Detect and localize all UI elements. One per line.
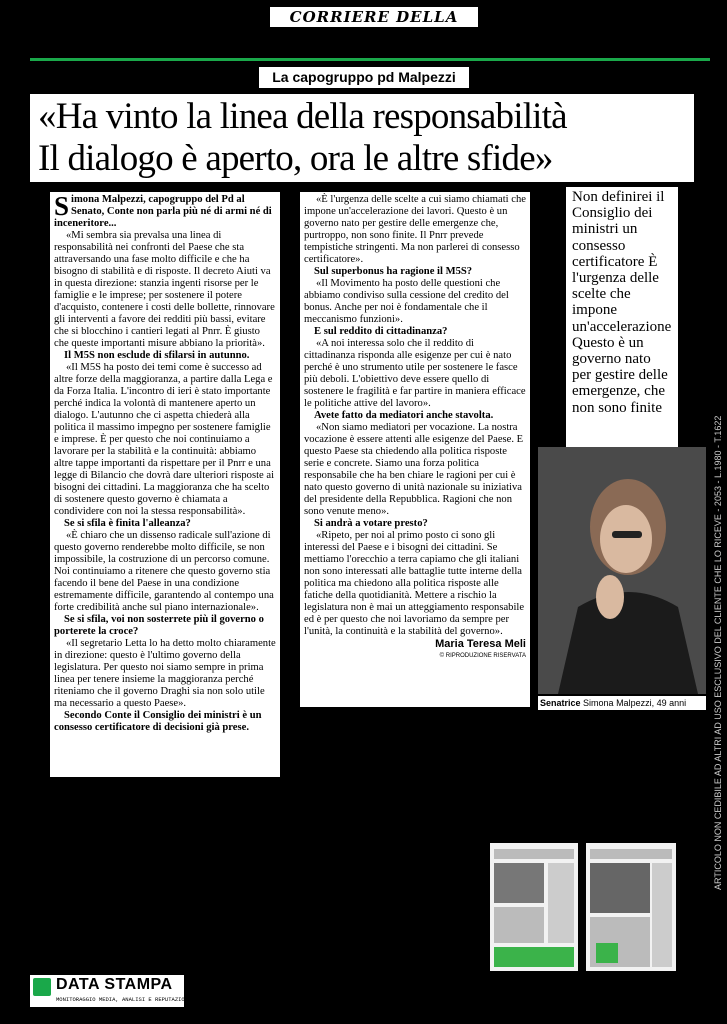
divider-rule <box>30 58 710 61</box>
question: Si andrà a votare presto? <box>314 518 428 529</box>
question: E sul reddito di cittadinanza? <box>314 326 448 337</box>
thumbnail-1-illustration <box>490 843 578 971</box>
question: Se si sfila è finita l'alleanza? <box>64 518 191 529</box>
column-1 <box>50 192 280 777</box>
data-stampa-logo <box>30 975 192 1007</box>
page-thumbnail-1 <box>490 843 578 971</box>
masthead: CORRIERE DELLA SERA <box>270 7 478 27</box>
column-2 <box>300 192 530 707</box>
photo-caption <box>538 696 706 710</box>
paragraph: «Il Movimento ha posto delle questioni che abbiamo condiviso sulla cessione del credito del bonus. Anche per noi è fondamentale che il meccanismo funzioni». <box>304 278 509 325</box>
kicker: La capogruppo pd Malpezzi <box>258 66 470 89</box>
question: Il M5S non esclude di sfilarsi in autunno. <box>64 350 250 361</box>
headline <box>30 94 694 182</box>
logo-name: DATA STAMPA <box>56 976 173 993</box>
headline-line-1: «Ha vinto la linea della responsabilità <box>38 96 567 137</box>
question: Sul superbonus ha ragione il M5S? <box>314 266 473 277</box>
question: Avete fatto da mediatori anche stavolta. <box>314 410 494 421</box>
thumbnail-2-illustration <box>586 843 676 971</box>
question: Se si sfila, voi non sosterrete più il governo o porterete la croce? <box>54 614 264 637</box>
paragraph: «È l'urgenza delle scelte a cui siamo chiamati che impone un'accelerazione dei lavori. Questo è un governo nato per gestire delle emergenze che, purtroppo, non sono finite. Il Pnrr prevede tempistiche stringenti. Ma non parlerei di consesso certificatore». <box>304 194 526 265</box>
logo-mark-icon <box>33 978 51 996</box>
paragraph: «Ripeto, per noi al primo posto ci sono gli interessi del Paese e i bisogni dei cittadini. Se mettiamo l'orecchio a terra capiamo che gli italiani non sono interessati alle battaglie tutte interne della politica ma chiedono alla politica risposte alle fatiche della quotidianità. Mettere a rischio la legislatura non è mai un atteggiamento responsabile ed è per questo che noi lavoriamo da sempre per l'unità, la continuità e la stabilità del governo». <box>304 530 525 637</box>
caption-name: Simona Malpezzi, 49 anni <box>583 698 687 708</box>
headline-line-2: Il dialogo è aperto, ora le altre sfide» <box>38 138 553 179</box>
paragraph: «È chiaro che un dissenso radicale sull'azione di questo governo renderebbe molto difficile, se non impossibile, la costruzione di un percorso comune. Noi continuiamo a ritenere che questo governo stia facendo il bene del Paese in una condizione estremamente difficile, garantendo al contempo una forte credibilità anche sul piano internazionale». <box>54 530 274 613</box>
rights-notice: ARTICOLO NON CEDIBILE AD ALTRI AD USO ESCLUSIVO DEL CLIENTE CHE LO RICEVE - 2053 - L.1980 - T.1622 <box>713 415 723 890</box>
paragraph: «Non siamo mediatori per vocazione. La nostra vocazione è essere attenti alle esigenze del Paese. E questo Paese sta chiedendo alla politica risposte serie e concrete. Siamo una forza politica responsabile che ha ben chiare le ragioni per cui è nato questo governo di unità nazionale su iniziativa del presidente della Repubblica. Ragioni che non sono venute meno». <box>304 422 524 517</box>
paragraph: «Il segretario Letta lo ha detto molto chiaramente in direzione: questo è l'ultimo governo della legislatura. Per questo noi siamo sempre in prima linea per tenere insieme la maggioranza perché riteniamo che il governo Draghi sia non solo utile ma necessario a questo Paese». <box>54 638 276 709</box>
pull-quote: Non definirei il Consiglio dei ministri un consesso certificatore È l'urgenza delle scelte che impone un'accelerazione Questo è un governo nato per gestire delle emergenze, che non sono finite <box>566 187 678 455</box>
portrait-photo <box>538 447 706 694</box>
page-thumbnail-2 <box>586 843 676 971</box>
logo-tagline: MONITORAGGIO MEDIA, ANALISI E REPUTAZIONE <box>56 996 192 1003</box>
paragraph: «Mi sembra sia prevalsa una linea di responsabilità nei confronti del Paese che sta attraversando una fase molto difficile e che ha bisogno di stabilità e di risposte. Il decreto Aiuti va in questa direzione: stanzia ingenti risorse per le famiglie e le imprese; per sostenere il potere d'acquisto, contenere i costi delle bollette, rinnovare gli interventi a favore dei redditi più bassi, evitare che si blocchino i cantieri legati al Pnrr. È giusto che queste importanti misure abbiano la priorità». <box>54 230 275 349</box>
paragraph: «Il M5S ha posto dei temi come è successo ad altre forze della maggioranza, a partire dalla Lega e da Forza Italia. L'incontro di ieri è stato importante perché indica la volontà di mantenere aperto un dialogo. L'autunno che ci aspetta chiederà alla politica il massimo impegno per sostenere famiglie e imprese. È per questo che noi continuiamo a lavorare per la stabilità e la continuità: abbiamo altre tappe importanti da rispettare per il Pnrr e una legge di Bilancio che dovrà dare ulteriori risposte ai bisogni dei cittadini. La maggioranza che ha scelto di sostenere questo governo è chiamata a condividere con noi la stessa responsabilità». <box>54 362 275 517</box>
author-signature: Maria Teresa Meli <box>435 638 526 650</box>
portrait-illustration <box>538 447 706 694</box>
paragraph: «A noi interessa solo che il reddito di cittadinanza risponda alle esigenze per cui è nato perché è uno strumento utile per sostenere le fasce più deboli. L'obiettivo deve essere quello di sostenere le fragilità e far partire in maniera efficace le politiche attive del lavoro». <box>304 338 526 409</box>
dropcap: S <box>54 192 70 221</box>
caption-label: Senatrice <box>540 698 581 708</box>
article-lead: Simona Malpezzi, capogruppo del Pd al Senato, Conte non parla più né di armi né di inceneritore... <box>54 192 272 229</box>
question: Secondo Conte il Consiglio dei ministri è un consesso certificatore di decisioni già prese. <box>54 710 262 733</box>
copyright-note: © RIPRODUZIONE RISERVATA <box>439 653 526 659</box>
